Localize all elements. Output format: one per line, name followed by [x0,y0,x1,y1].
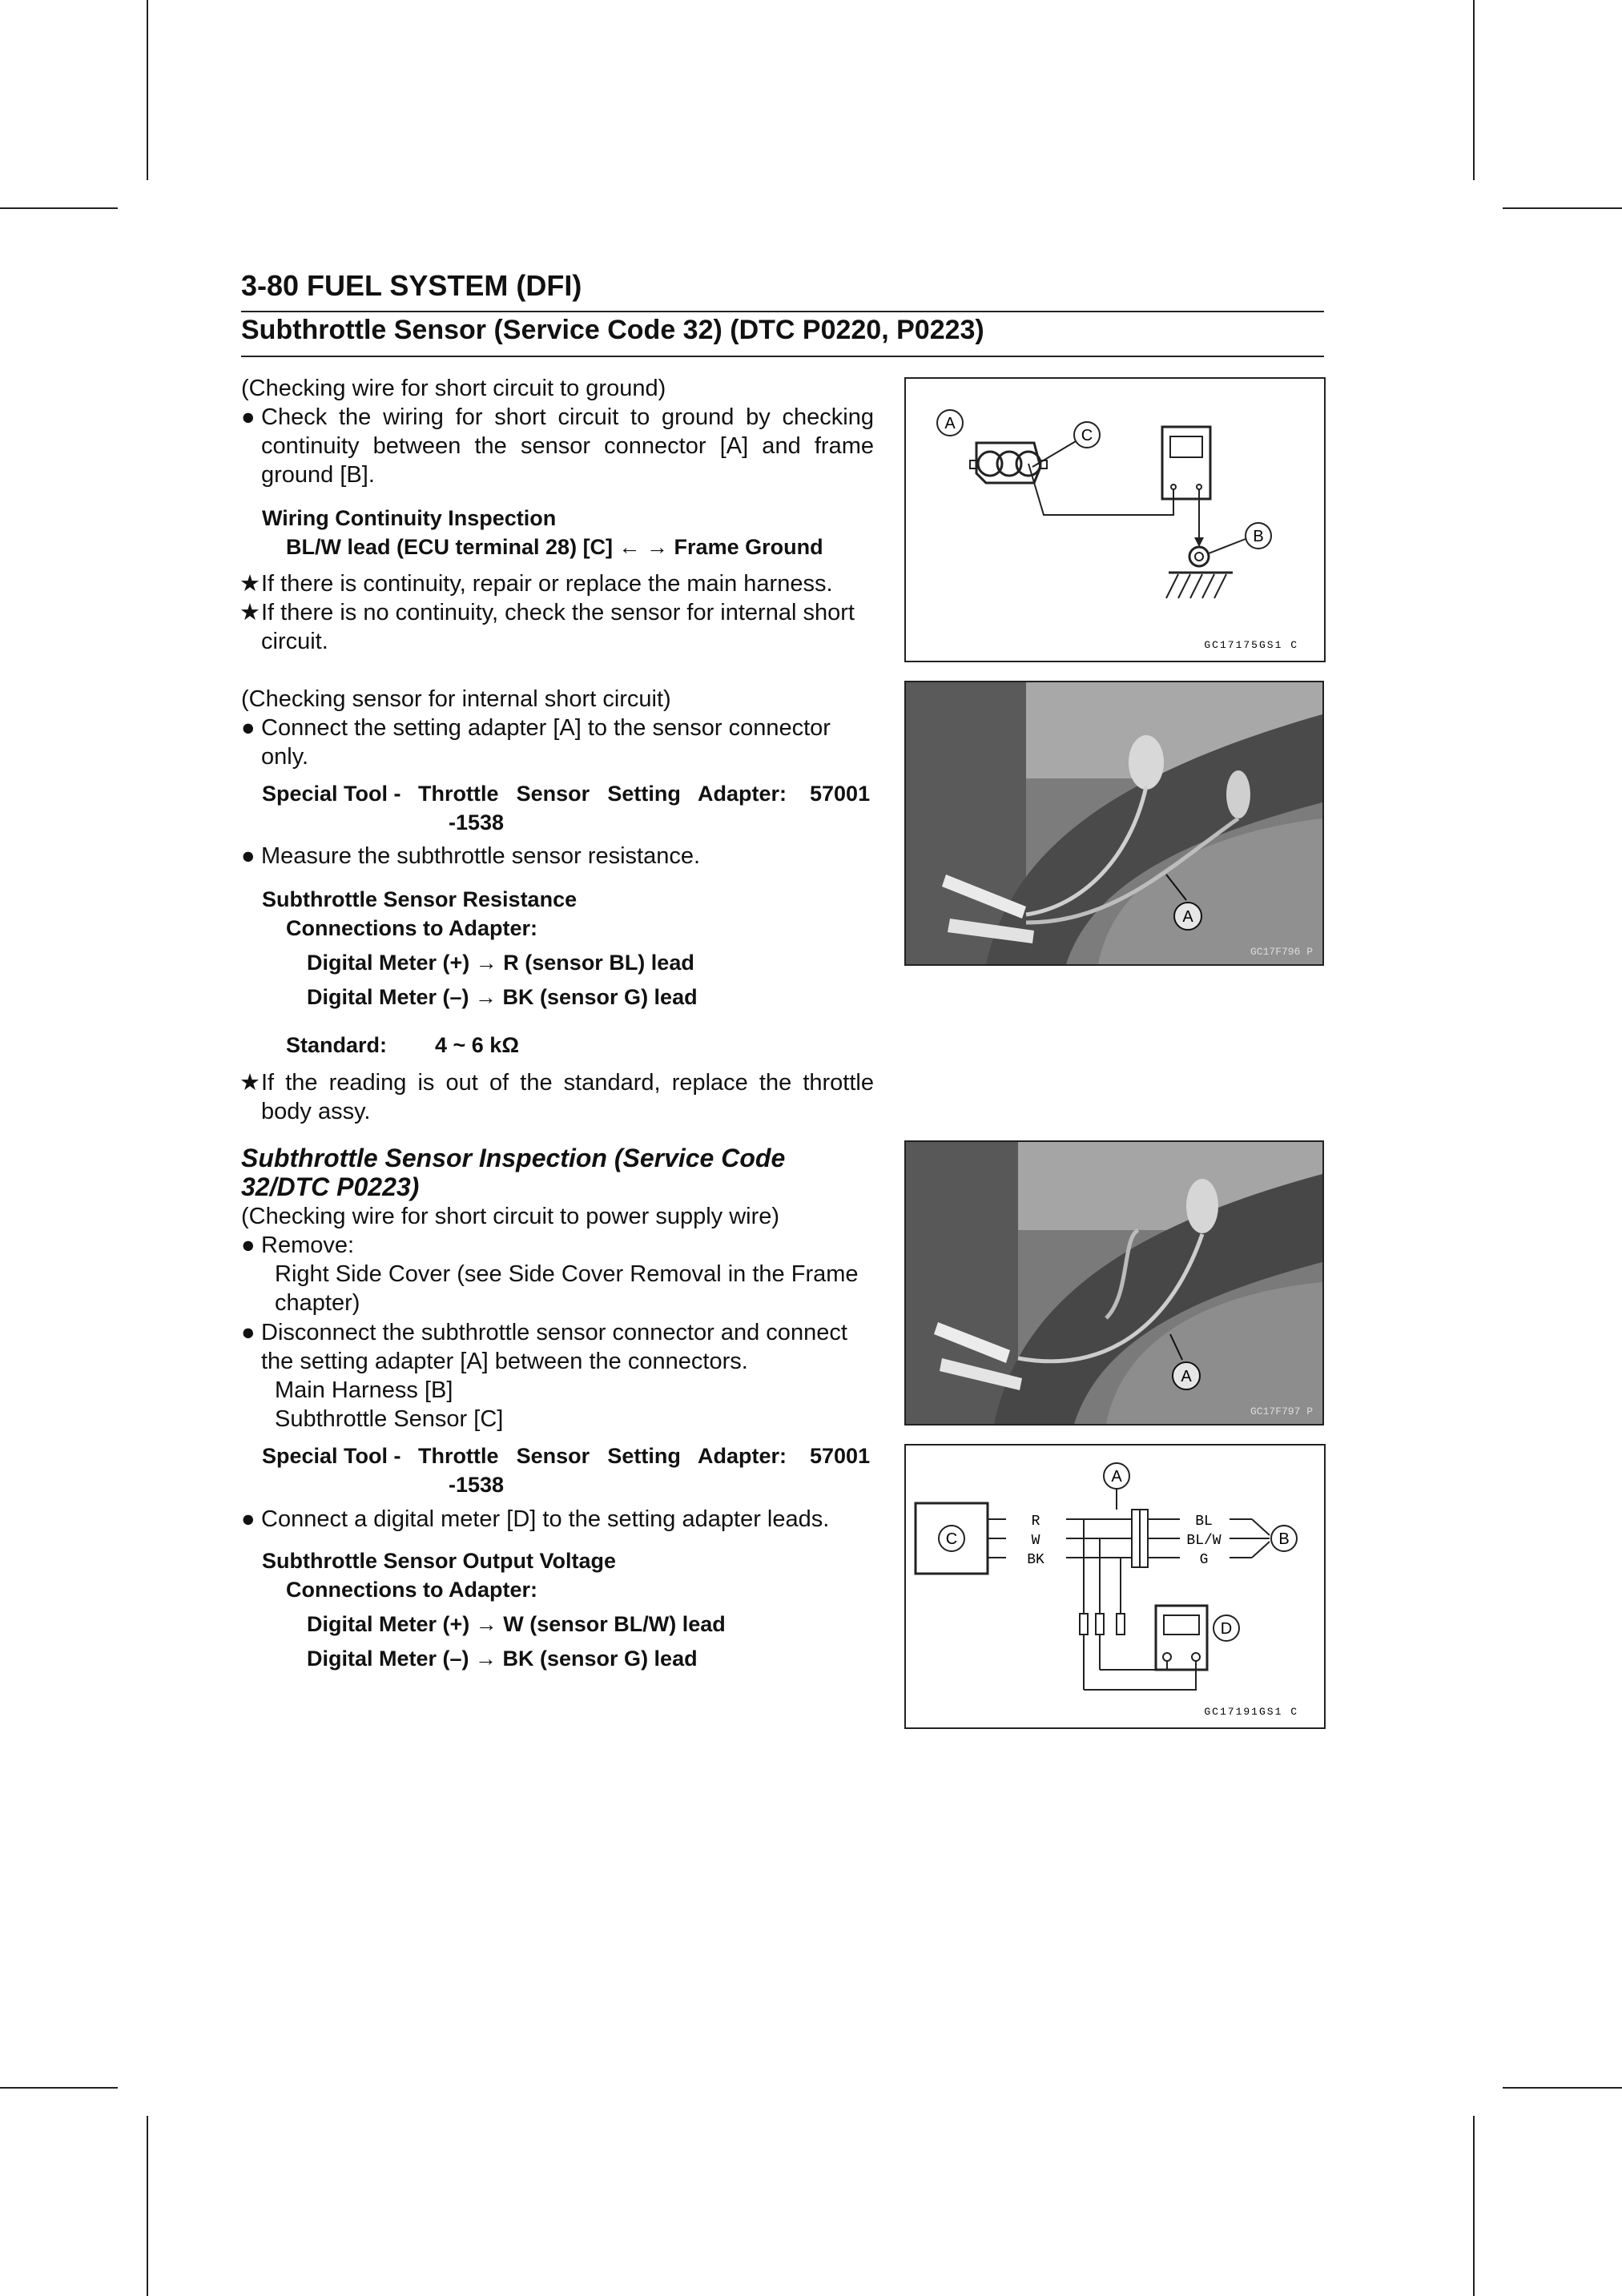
part3-item-b: Main Harness [B] [275,1377,453,1403]
part3-item-c: Subthrottle Sensor [C] [275,1406,504,1432]
header-rule [241,311,1324,312]
wire-label-bl: BL [1195,1514,1213,1530]
photo-adapter-connection [904,681,1324,966]
figure-code: GC17191GS1 C [1204,1706,1298,1718]
crop-mark [0,207,118,209]
bullet-mark: ● [241,843,256,869]
part3-conn-title: Connections to Adapter: [286,1578,537,1602]
callout-d: D [1220,1620,1233,1638]
wire-label-w: W [1031,1533,1040,1549]
star-mark: ★ [239,571,260,597]
crop-mark [1473,0,1475,180]
callout-c: C [945,1530,958,1548]
wire-label-g: G [1199,1552,1209,1568]
callout-a: A [1111,1468,1122,1486]
part1-spec-line: BL/W lead (ECU terminal 28) [C] ← → Frame Ground [286,535,823,559]
part3-intro: (Checking wire for short circuit to power supply wire) [241,1204,780,1229]
bullet-mark: ● [241,404,256,430]
part3-heading: Subthrottle Sensor Inspection (Service Code 32/DTC P0223) [241,1144,786,1201]
figure-continuity-diagram [904,377,1326,662]
part3-spec-title: Subthrottle Sensor Output Voltage [262,1549,616,1573]
part3-conn2: Digital Meter (–) → BK (sensor G) lead [307,1647,698,1671]
part1-bullet1: Check the wiring for short circuit to ground by checking continuity between the sensor connector [A] and frame ground [B]. [261,404,874,488]
continuity-diagram-svg [906,379,1324,661]
part3-tool-num2: -1538 [449,1473,505,1497]
wire-label-r: R [1031,1514,1040,1530]
photo-placeholder-svg [906,682,1322,964]
callout-c: C [1081,427,1093,444]
wiring-diagram-svg [906,1446,1324,1727]
part3-tool-num: 57001 [810,1444,871,1468]
part2-tool-num: 57001 [810,782,871,806]
crop-mark [147,2116,148,2296]
part2-intro: (Checking sensor for internal short circuit) [241,686,671,712]
connector-outline [976,443,1040,483]
page-title: Subthrottle Sensor (Service Code 32) (DTC P0220, P0223) [241,315,984,345]
star-mark: ★ [239,600,260,625]
wire-label-bk: BK [1027,1552,1044,1568]
crop-mark [0,2087,118,2089]
part2-std-value: 4 ~ 6 kΩ [435,1033,519,1057]
part2-conn1: Digital Meter (+) → R (sensor BL) lead [307,951,694,975]
part2-bullet2: Measure the subthrottle sensor resistance. [261,843,701,869]
ground-symbol [1189,547,1209,566]
part2-std-label: Standard: [286,1033,388,1057]
part2-bullet1: Connect the setting adapter [A] to the sensor connector only. [261,715,831,770]
part2-tool-num2: -1538 [449,810,505,834]
photo-placeholder-svg [906,1142,1322,1424]
callout-a: A [944,415,956,432]
star-mark: ★ [239,1070,260,1096]
part3-bullet2: Disconnect the subthrottle sensor connector and connect the setting adapter [A] between the connectors. [261,1320,847,1374]
title-rule [241,356,1324,357]
bullet-mark: ● [241,715,256,741]
callout-a: A [1182,908,1193,926]
wire-label-blw: BL/W [1186,1533,1222,1549]
section-title: 3-80 FUEL SYSTEM (DFI) [241,269,582,302]
bullet-mark: ● [241,1320,256,1345]
part3-bullet1: Remove: [261,1232,355,1258]
part3-bullet3: Connect a digital meter [D] to the setting adapter leads. [261,1506,830,1532]
part3-tool-name: Throttle Sensor Setting Adapter: [418,1444,787,1468]
figure-code: GC17F796 P [1250,946,1313,958]
part3-tool-label: Special Tool - [262,1444,401,1468]
part2-star1: If the reading is out of the standard, replace the throttle body assy. [261,1070,874,1124]
part2-spec-title: Subthrottle Sensor Resistance [262,887,578,911]
part2-tool-name: Throttle Sensor Setting Adapter: [418,782,787,806]
figure-code: GC17175GS1 C [1204,639,1298,651]
crop-mark [147,0,148,180]
part2-conn2: Digital Meter (–) → BK (sensor G) lead [307,985,698,1009]
photo-adapter-between-connectors [904,1140,1324,1425]
crop-mark [1503,2087,1622,2089]
figure-wiring-diagram [904,1444,1326,1729]
part3-conn1: Digital Meter (+) → W (sensor BL/W) lead [307,1612,726,1636]
part3-remove-item: Right Side Cover (see Side Cover Removal in the Frame chapter) [275,1261,859,1316]
bullet-mark: ● [241,1506,256,1532]
part1-star1: If there is continuity, repair or replace the main harness. [261,571,833,597]
crop-mark [1473,2116,1475,2296]
callout-b: B [1253,528,1264,545]
part1-spec-title: Wiring Continuity Inspection [262,506,557,530]
bullet-mark: ● [241,1232,256,1258]
part1-star2: If there is no continuity, check the sensor for internal short circuit. [261,600,855,654]
part1-intro: (Checking wire for short circuit to ground) [241,376,666,401]
figure-code: GC17F797 P [1250,1405,1313,1417]
crop-mark [1503,207,1622,209]
part2-tool-label: Special Tool - [262,782,401,806]
callout-a: A [1181,1368,1192,1385]
part2-conn-title: Connections to Adapter: [286,916,537,940]
callout-b: B [1278,1530,1290,1548]
